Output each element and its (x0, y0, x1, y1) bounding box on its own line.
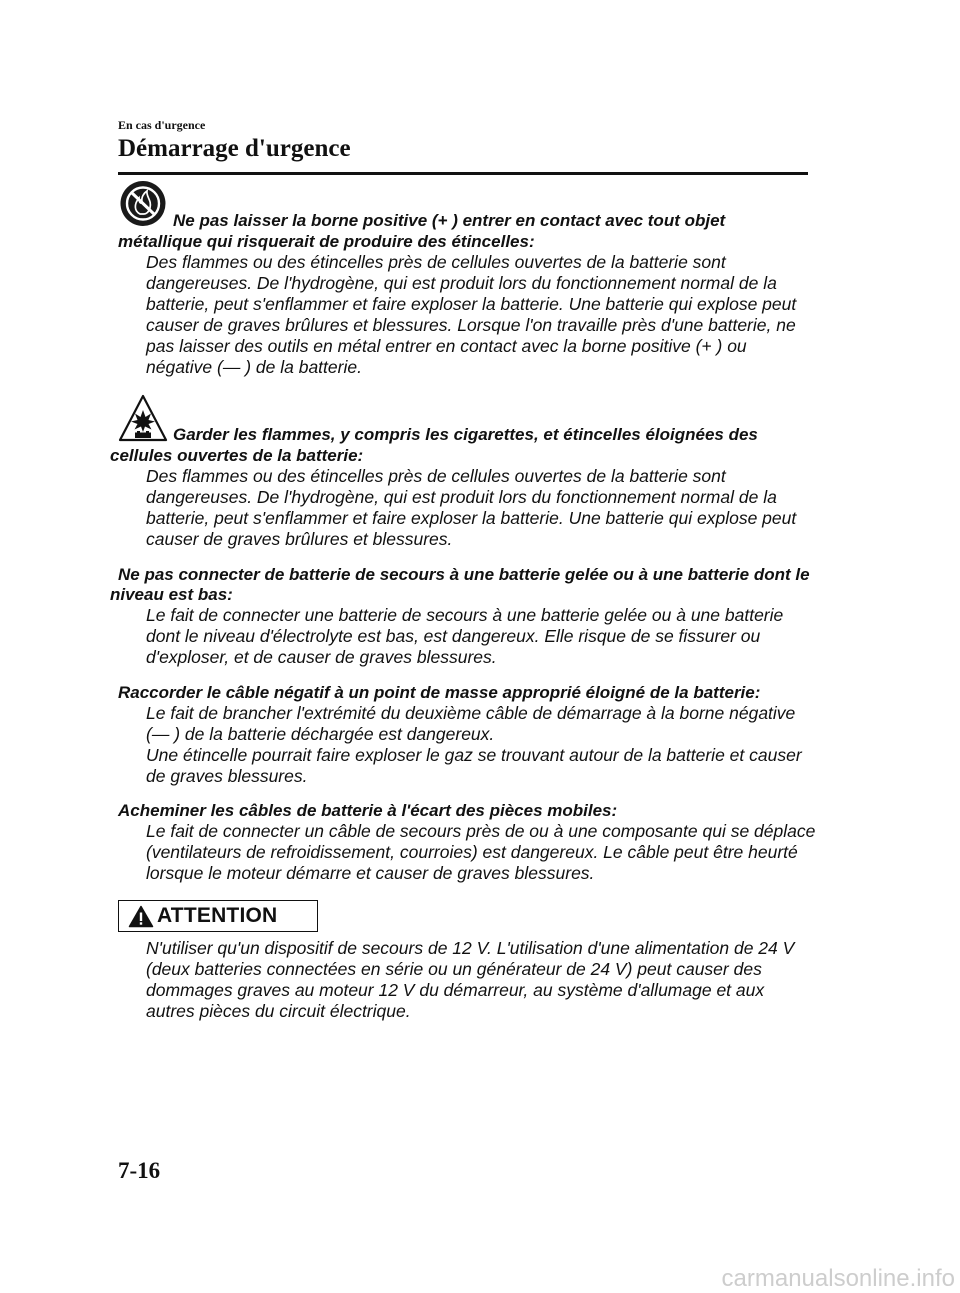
watermark: carmanualsonline.info (721, 1265, 955, 1292)
warning-body-line: Une étincelle pourrait faire exploser le gaz se trouvant autour de la batterie et causer (146, 745, 802, 765)
title-divider (118, 172, 808, 175)
warning-body-line: batterie, peut s'enflammer et faire exploser la batterie. Une batterie qui explose peut (146, 508, 797, 528)
warning-body-line: (— ) de la batterie déchargée est dangereux. (146, 724, 495, 744)
warning-body-line: (ventilateurs de refroidissement, courroies) est dangereux. Le câble peut être heurté (146, 842, 798, 862)
explosion-icon (118, 394, 168, 447)
warning-body-line: lorsque le moteur démarre et causer de graves blessures. (146, 863, 595, 883)
warning-heading-line: Ne pas connecter de batterie de secours à une batterie gelée ou à une batterie dont le (118, 565, 810, 584)
warning-heading-line: Raccorder le câble négatif à un point de masse approprié éloigné de la batterie: (118, 683, 761, 702)
warning-heading-line: Ne pas laisser la borne positive (+ ) entrer en contact avec tout objet (173, 211, 726, 230)
warning-body-line: dont le niveau d'électrolyte est bas, est dangereux. Elle risque de se fissurer ou (146, 626, 761, 646)
warning-triangle-icon (128, 905, 154, 933)
warning-body-line: d'exploser, et de causer de graves blessures. (146, 647, 497, 667)
page-title: Démarrage d'urgence (118, 135, 351, 162)
warning-body-line: Le fait de connecter un câble de secours près de ou à une composante qui se déplace (146, 821, 816, 841)
warning-heading-line: métallique qui risquerait de produire des étincelles: (118, 232, 535, 251)
attention-body-line: (deux batteries connectées en série ou un générateur de 24 V) peut causer des (146, 959, 762, 979)
warning-body-line: dangereuses. De l'hydrogène, qui est produit lors du fonctionnement normal de la (146, 273, 777, 293)
warning-body-line: Des flammes ou des étincelles près de cellules ouvertes de la batterie sont (146, 252, 726, 272)
warning-body-line: de graves blessures. (146, 766, 308, 786)
warning-heading-line: cellules ouvertes de la batterie: (110, 446, 364, 465)
attention-body-line: dommages graves au moteur 12 V du démarreur, au système d'allumage et aux (146, 980, 765, 1000)
attention-box (118, 900, 318, 932)
warning-body-line: causer de graves brûlures et blessures. (146, 529, 453, 549)
attention-label: ATTENTION (157, 904, 278, 927)
warning-body-line: Le fait de connecter une batterie de secours à une batterie gelée ou à une batterie (146, 605, 784, 625)
warning-body-line: batterie, peut s'enflammer et faire exploser la batterie. Une batterie qui explose peut (146, 294, 797, 314)
warning-body-line: causer de graves brûlures et blessures. Lorsque l'on travaille près d'une batterie, ne (146, 315, 796, 335)
attention-body-line: autres pièces du circuit électrique. (146, 1001, 411, 1021)
warning-body-line: Le fait de brancher l'extrémité du deuxième câble de démarrage à la borne négative (146, 703, 796, 723)
warning-body-line: négative (— ) de la batterie. (146, 357, 362, 377)
warning-body-line: pas laisser des outils en métal entrer en contact avec la borne positive (+ ) ou (146, 336, 747, 356)
section-label: En cas d'urgence (118, 118, 206, 132)
warning-body-line: dangereuses. De l'hydrogène, qui est produit lors du fonctionnement normal de la (146, 487, 777, 507)
attention-body-line: N'utiliser qu'un dispositif de secours de 12 V. L'utilisation d'une alimentation de 24 V (146, 938, 795, 958)
page-number: 7-16 (118, 1158, 161, 1183)
warning-heading-line: Garder les flammes, y compris les cigarettes, et étincelles éloignées des (173, 425, 758, 444)
warning-body-line: Des flammes ou des étincelles près de cellules ouvertes de la batterie sont (146, 466, 726, 486)
warning-heading-line: niveau est bas: (110, 585, 233, 604)
no-flame-icon (118, 180, 168, 232)
warning-heading-line: Acheminer les câbles de batterie à l'écart des pièces mobiles: (118, 801, 618, 820)
